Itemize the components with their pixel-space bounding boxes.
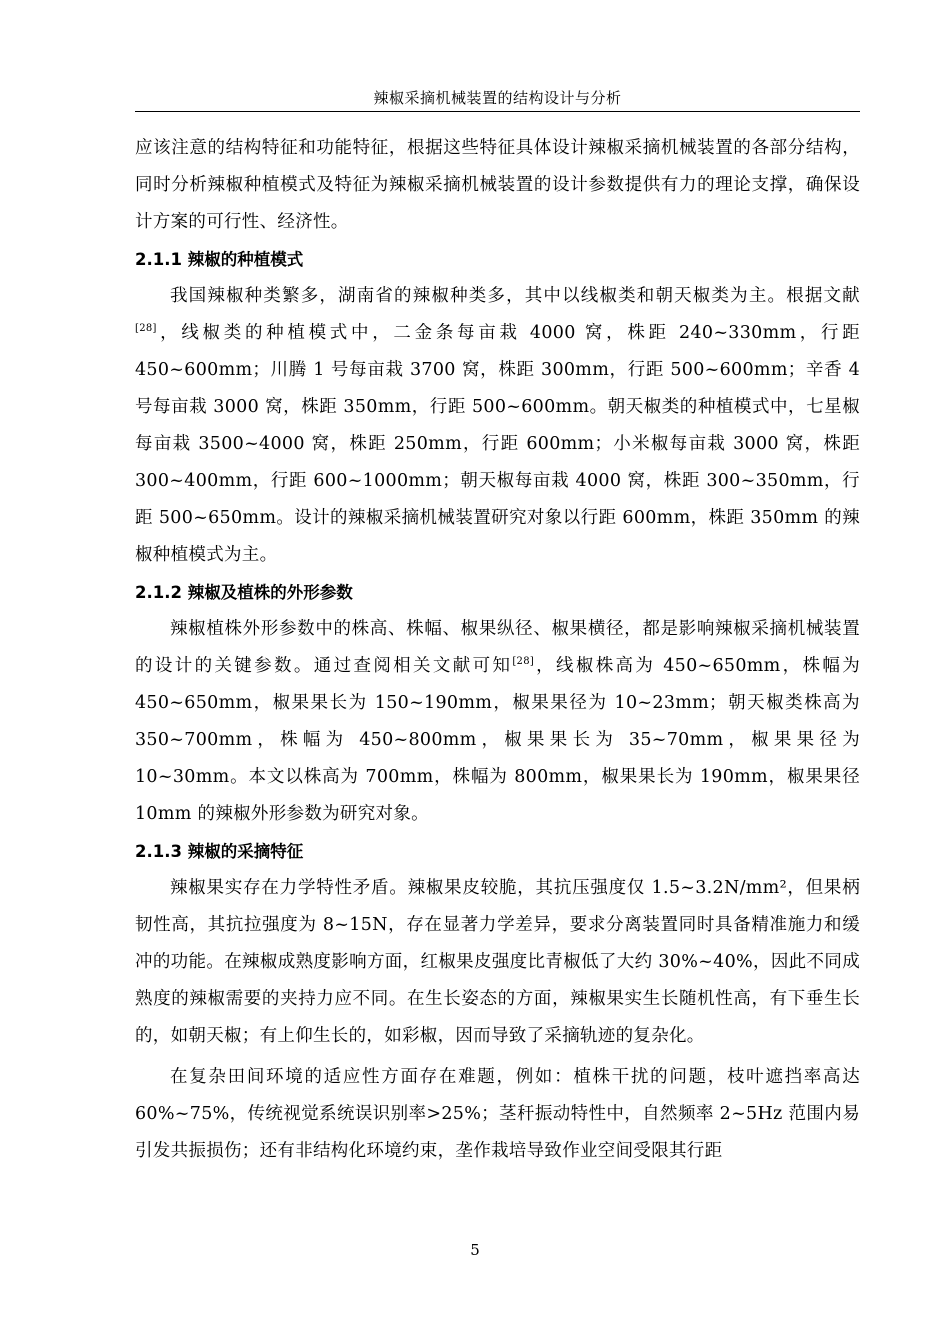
paragraph-planting-mode bbox=[135, 278, 860, 574]
citation-reference: [28] bbox=[512, 656, 535, 668]
running-header-title: 辣椒采摘机械装置的结构设计与分析 bbox=[373, 89, 622, 107]
paragraph-continuation: 应该注意的结构特征和功能特征，根据这些特征具体设计辣椒采摘机械装置的各部分结构，同时分析辣椒种植模式及特征为辣椒采摘机械装置的设计参数提供有力的理论支撑，确保设计方案的可行性、经济性。 bbox=[135, 138, 860, 232]
paragraph-text: 我国辣椒种类繁多，湖南省的辣椒种类多，其中以线椒类和朝天椒类为主。根据文献 bbox=[170, 286, 860, 306]
paragraph-text: 辣椒植株外形参数中的株高、株幅、椒果纵径、椒果横径，都是影响辣椒采摘机械装置的设计的关键参数。通过查阅相关文献可知 bbox=[135, 619, 860, 676]
section-heading-2-1-3: 2.1.3 辣椒的采摘特征 bbox=[135, 842, 304, 861]
paragraph-field-environment: 在复杂田间环境的适应性方面存在难题，例如：植株干扰的问题，枝叶遮挡率高达 60%~75%，传统视觉系统误识别率>25%；茎秆振动特性中，自然频率 2~5Hz 范围内易引发共振损伤；还有非结构化环境约束，垄作栽培导致作业空间受限其行距 bbox=[135, 1067, 860, 1161]
paragraph-plant-shape bbox=[135, 611, 860, 833]
paragraph-picking-features: 辣椒果实存在力学特性矛盾。辣椒果皮较脆，其抗压强度仅 1.5~3.2N/mm²，但果柄韧性高，其抗拉强度为 8~15N，存在显著力学差异，要求分离装置同时具备精准施力和缓冲的功能。在辣椒成熟度影响方面，红椒果皮强度比青椒低了大约 30%~40%，因此不同成熟度的辣椒需要的夹持力应不同。在生长姿态的方面，辣椒果实生长随机性高，有下垂生长的，如朝天椒；有上仰生长的，如彩椒，因而导致了采摘轨迹的复杂化。 bbox=[135, 878, 860, 1046]
citation-reference: [28] bbox=[135, 323, 157, 335]
section-heading-2-1-2: 2.1.2 辣椒及植株的外形参数 bbox=[135, 583, 353, 602]
section-heading-2-1-1: 2.1.1 辣椒的种植模式 bbox=[135, 250, 304, 269]
paragraph-text: ，线椒株高为 450~650mm，株幅为 450~650mm，椒果果长为 150~190mm，椒果果径为 10~23mm；朝天椒类株高为 350~700mm，株幅为 450~800mm，椒果果长为 35~70mm，椒果果径为 10~30mm。本文以株高为 700mm，株幅为 800mm，椒果果长为 190mm，椒果果径 10mm 的辣椒外形参数为研究对象。 bbox=[135, 656, 860, 824]
header-divider bbox=[135, 111, 860, 112]
paragraph-text: ，线椒类的种植模式中，二金条每亩栽 4000 窝，株距 240~330mm，行距 450~600mm；川腾 1 号每亩栽 3700 窝，株距 300mm，行距 500~600mm；辛香 4 号每亩栽 3000 窝，株距 350mm，行距 500~600mm。朝天椒类的种植模式中，七星椒每亩栽 3500~4000 窝，株距 250mm，行距 600mm；小米椒每亩栽 3000 窝，株距 300~400mm，行距 600~1000mm；朝天椒每亩栽 4000 窝，株距 300~350mm，行距 500~650mm。设计的辣椒采摘机械装置研究对象以行距 600mm，株距 350mm 的辣椒种植模式为主。 bbox=[135, 323, 860, 565]
body-content bbox=[135, 130, 860, 1170]
page-number: 5 bbox=[470, 1241, 480, 1259]
